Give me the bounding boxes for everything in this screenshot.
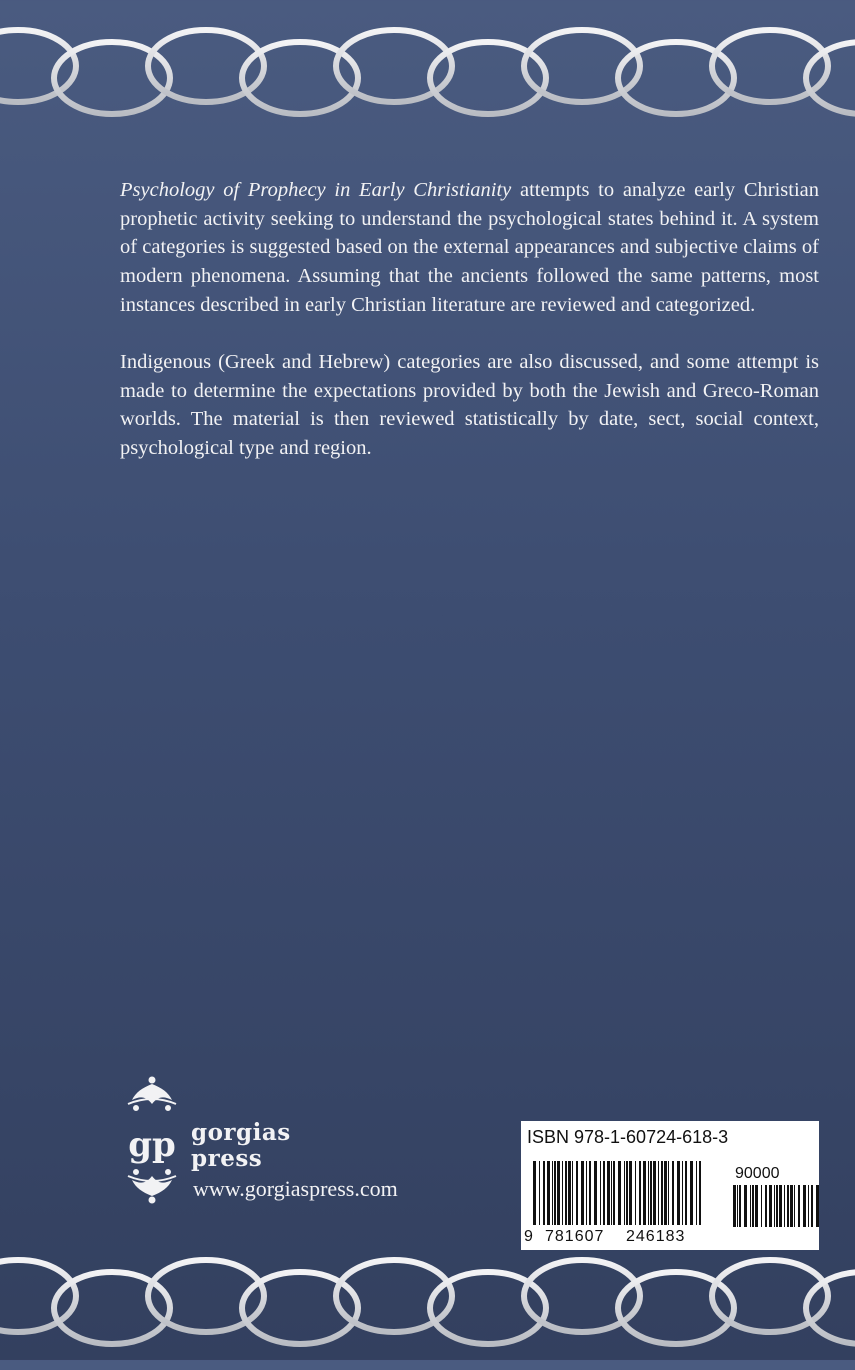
barcode-bar — [787, 1185, 789, 1227]
barcode-bar — [774, 1185, 775, 1227]
barcode-bar — [576, 1161, 578, 1225]
barcode-bar — [618, 1161, 621, 1225]
barcode-bar — [643, 1161, 646, 1225]
barcode-bar — [779, 1185, 782, 1227]
barcode-bar — [752, 1185, 754, 1227]
barcode-bar — [554, 1161, 556, 1225]
barcode-bar — [607, 1161, 610, 1225]
barcode-bar — [790, 1185, 793, 1227]
barcode-bar — [808, 1185, 809, 1227]
barcode-bar — [685, 1161, 687, 1225]
barcode-bar — [543, 1161, 545, 1225]
barcode-bar — [677, 1161, 680, 1225]
barcode-bar — [562, 1161, 563, 1225]
isbn-text: ISBN 978-1-60724-618-3 — [527, 1127, 729, 1147]
barcode-bar — [690, 1161, 693, 1225]
barcode-bar — [624, 1161, 625, 1225]
gorgias-press-logo-icon — [122, 1074, 182, 1210]
description-paragraph-1-text: attempts to analyze early Christian prophetic activity seeking to understand the psychological states behind it. A system of categories is suggested based on the external appearances and subjective claims of modern phenomena. Assuming that the ancients followed the same patterns, most instances described in early Christian literature are reviewed and categorized. — [120, 179, 819, 316]
barcode-bar — [750, 1185, 751, 1227]
barcode-bar — [639, 1161, 641, 1225]
back-cover-description — [120, 176, 819, 491]
barcode-bar — [547, 1161, 550, 1225]
barcode-bar — [658, 1161, 659, 1225]
barcode-bar — [668, 1161, 669, 1225]
barcode-digits-right: 246183 — [626, 1228, 686, 1245]
barcode-bar — [794, 1185, 795, 1227]
barcode-bar — [816, 1185, 819, 1227]
barcode-bar — [672, 1161, 674, 1225]
publisher-website[interactable]: www.gorgiaspress.com — [193, 1176, 398, 1201]
logo-monogram: gp — [128, 1125, 176, 1165]
barcode-bar — [589, 1161, 591, 1225]
isbn-barcode — [521, 1121, 819, 1250]
barcode-bar — [733, 1185, 736, 1227]
publisher-name — [191, 1120, 291, 1172]
barcode-bar — [798, 1185, 800, 1227]
price-code: 90000 — [735, 1165, 780, 1182]
barcode-bar — [765, 1185, 767, 1227]
barcode-bar — [539, 1161, 540, 1225]
chain-link — [806, 1272, 855, 1344]
barcode-bar — [613, 1161, 615, 1225]
barcode-bar — [600, 1161, 601, 1225]
barcode-bar — [586, 1161, 587, 1225]
publisher-name-line-2: press — [191, 1145, 263, 1172]
barcode-bar — [565, 1161, 567, 1225]
barcode-bar — [776, 1185, 778, 1227]
barcode-bar — [533, 1161, 536, 1225]
barcode-bar — [557, 1161, 560, 1225]
barcode-bar — [648, 1161, 649, 1225]
description-paragraph-2: Indigenous (Greek and Hebrew) categories are also discussed, and some attempt is made to determine the expectations provided by both the Jewish and Greco-Roman worlds. The material is then reviewed statistically by date, sect, social context, psychological type and region. — [120, 351, 819, 460]
barcode-bar — [744, 1185, 747, 1227]
barcode-bar — [755, 1185, 758, 1227]
barcode-bar — [594, 1161, 597, 1225]
barcode-bar — [761, 1185, 762, 1227]
barcode-bar — [699, 1161, 701, 1225]
chain-link — [806, 42, 855, 114]
barcode-bar — [784, 1185, 785, 1227]
barcode-bar — [661, 1161, 663, 1225]
barcode-bar — [629, 1161, 632, 1225]
chain-border-top — [0, 0, 855, 130]
barcode-bar — [552, 1161, 553, 1225]
description-paragraph-1 — [120, 176, 819, 320]
chain-link — [0, 30, 76, 102]
barcode-bar — [650, 1161, 652, 1225]
barcode-bar — [664, 1161, 667, 1225]
barcode-bar — [739, 1185, 741, 1227]
book-title-italic: Psychology of Prophecy in Early Christianity — [120, 179, 512, 201]
barcode-bar — [696, 1161, 697, 1225]
barcode-bar — [635, 1161, 636, 1225]
barcode-digits-left: 781607 — [545, 1228, 605, 1245]
chain-border-bottom — [0, 1240, 855, 1370]
barcode-bar — [603, 1161, 605, 1225]
barcode-bar — [769, 1185, 772, 1227]
barcode-bar — [581, 1161, 584, 1225]
barcode-digit-first: 9 — [524, 1228, 533, 1245]
publisher-name-line-1: gorgias — [191, 1119, 291, 1146]
barcode-bar — [611, 1161, 612, 1225]
barcode-bar — [626, 1161, 628, 1225]
barcode-bar — [682, 1161, 683, 1225]
barcode-bar — [572, 1161, 573, 1225]
barcode-bar — [803, 1185, 806, 1227]
barcode-bar — [568, 1161, 571, 1225]
chain-link — [0, 1260, 76, 1332]
barcode-bar — [737, 1185, 738, 1227]
barcode-bar — [653, 1161, 656, 1225]
barcode-bar — [811, 1185, 813, 1227]
